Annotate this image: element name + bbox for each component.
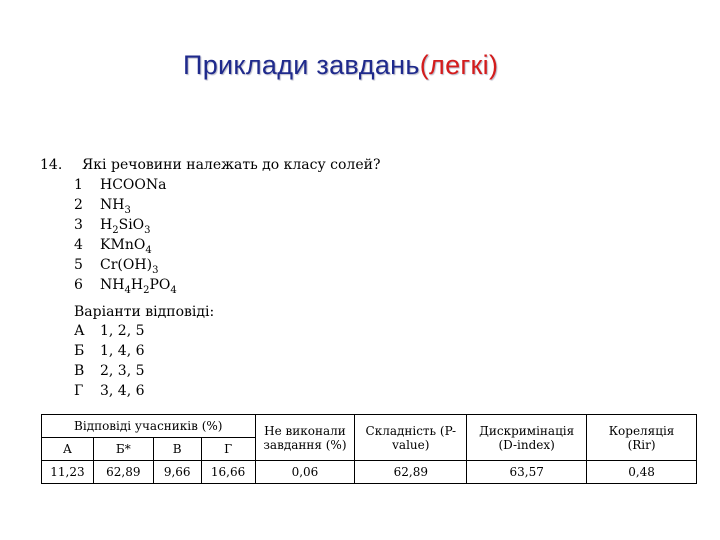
option-formula: KMnO$_4$ xyxy=(100,237,152,256)
option-formula: HCOONa xyxy=(100,177,167,193)
header-difficulty: Складність (P-value) xyxy=(355,415,467,461)
answer-option xyxy=(74,342,145,360)
header-not-done: Не виконали завдання (%) xyxy=(255,415,355,461)
cell-discrimination: 63,57 xyxy=(467,461,587,484)
cell-value: 11,23 xyxy=(42,461,94,484)
header-correlation: Кореляція (Rir) xyxy=(587,415,697,461)
option-number: 1 xyxy=(74,177,83,193)
answer-value: 1, 2, 5 xyxy=(100,323,145,339)
answer-value: 2, 3, 5 xyxy=(100,363,145,379)
answer-option xyxy=(74,322,145,340)
option-number: 4 xyxy=(74,237,83,253)
option-formula: $Cr(OH)_3$ xyxy=(100,257,159,276)
answer-letter: Г xyxy=(74,383,84,399)
option-formula: $H_2SiO_3$ xyxy=(100,217,151,236)
option-number: 6 xyxy=(74,277,83,293)
answer-option xyxy=(74,382,145,400)
cell-not-done: 0,06 xyxy=(255,461,355,484)
answer-letter: Б xyxy=(74,343,85,359)
option-number: 5 xyxy=(74,257,83,273)
cell-value: 62,89 xyxy=(93,461,153,484)
header-letter: Г xyxy=(201,438,255,461)
answers-heading: Варіанти відповіді: xyxy=(74,304,215,320)
header-letter: В xyxy=(153,438,201,461)
option-item xyxy=(74,176,166,194)
option-formula: $NH_4H_2PO_4$ xyxy=(100,277,177,296)
slide-title xyxy=(183,50,498,81)
cell-value: 16,66 xyxy=(201,461,255,484)
header-letter: Б* xyxy=(93,438,153,461)
header-letter: А xyxy=(42,438,94,461)
answer-letter: А xyxy=(74,323,85,339)
option-number: 3 xyxy=(74,217,83,233)
question-number: 14. xyxy=(40,157,63,173)
cell-correlation: 0,48 xyxy=(587,461,697,484)
title-main: Приклади завдань xyxy=(183,50,420,80)
option-number: 2 xyxy=(74,197,83,213)
header-discrimination: Дискримінація (D-index) xyxy=(467,415,587,461)
question-text: Які речовини належать до класу солей? xyxy=(82,157,381,173)
cell-value: 9,66 xyxy=(153,461,201,484)
answer-option xyxy=(74,362,145,380)
answer-letter: В xyxy=(74,363,85,379)
title-difficulty-tag: (легкі) xyxy=(419,50,499,80)
cell-difficulty: 62,89 xyxy=(355,461,467,484)
header-answers: Відповіді учасників (%) xyxy=(42,415,256,438)
option-formula: $NH_3$ xyxy=(100,197,131,216)
answer-value: 3, 4, 6 xyxy=(100,383,145,399)
option-item xyxy=(74,276,177,300)
statistics-table xyxy=(41,414,697,484)
answer-value: 1, 4, 6 xyxy=(100,343,145,359)
